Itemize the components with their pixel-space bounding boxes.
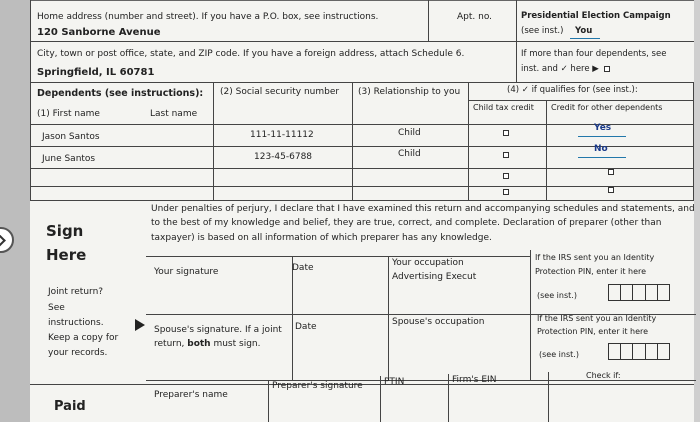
spouse-signature-field[interactable] — [150, 352, 288, 378]
instructions-text: instructions. — [48, 318, 104, 328]
ssn-column-header: (2) Social security number — [220, 87, 340, 97]
more-dependents-checkbox[interactable] — [604, 66, 610, 72]
rule — [468, 100, 694, 101]
dependent-ssn[interactable]: 111-11-11112 — [250, 130, 314, 140]
rule — [548, 372, 549, 422]
relationship-column-header: (3) Relationship to you — [358, 87, 461, 97]
dependent-ssn[interactable]: 123-45-6788 — [254, 152, 313, 162]
preparer-signature-label: Preparer's signature — [272, 381, 363, 391]
preparer-name-label: Preparer's name — [154, 390, 228, 400]
dependent-relationship[interactable]: Child — [398, 149, 421, 159]
dependent-relationship[interactable]: Child — [398, 128, 421, 138]
irs-pin-text-line2: Protection PIN, enter it here — [535, 267, 647, 276]
penalty-text-line2: to the best of my knowledge and belief, they are true, correct, and complete. Declaration of preparer (other than — [151, 218, 662, 228]
rule — [30, 0, 31, 200]
dependents-header: Dependents (see instructions): — [37, 88, 204, 99]
answer-underline — [570, 38, 600, 39]
background-edge — [0, 0, 30, 422]
irs-pin-text-line1: If the IRS sent you an Identity — [535, 253, 655, 262]
your-occupation-label: Your occupation — [392, 258, 464, 268]
spouse-identity-pin-input[interactable] — [608, 343, 670, 360]
date-field[interactable] — [296, 276, 384, 310]
campaign-title: Presidential Election Campaign — [521, 11, 671, 21]
your-signature-field[interactable] — [150, 280, 288, 310]
rule — [428, 0, 429, 41]
rule — [30, 200, 694, 201]
spouse-date-label: Date — [295, 322, 317, 332]
home-address-value[interactable]: 120 Sanborne Avenue — [37, 27, 161, 38]
rule — [388, 256, 389, 380]
child-tax-credit-checkbox[interactable] — [503, 173, 509, 179]
see-text: See — [48, 303, 65, 313]
other-dependents-answer[interactable]: No — [594, 144, 608, 154]
more-than-four-text: If more than four dependents, see — [521, 49, 667, 59]
rule — [292, 256, 293, 380]
spouse-irs-pin-see-inst: (see inst.) — [539, 350, 579, 359]
other-dependents-checkbox[interactable] — [608, 169, 614, 175]
first-name-header: (1) First name — [37, 109, 100, 119]
arrow-right-icon — [135, 319, 145, 331]
spouse-irs-pin-text-line1: If the IRS sent you an Identity — [537, 314, 657, 323]
here-title: Here — [46, 246, 87, 264]
your-records-text: your records. — [48, 348, 108, 358]
penalty-text-line1: Under penalties of perjury, I declare that I have examined this return and accompanying schedules and statements, and — [151, 204, 695, 214]
your-signature-label: Your signature — [154, 267, 219, 277]
spouse-irs-pin-text-line2: Protection PIN, enter it here — [537, 327, 649, 336]
rule — [268, 380, 269, 422]
home-address-label: Home address (number and street). If you have a P.O. box, see instructions. — [37, 12, 379, 22]
rule — [546, 100, 547, 200]
irs-pin-see-inst: (see inst.) — [537, 291, 577, 300]
date-label: Date — [292, 263, 314, 273]
answer-underline — [578, 157, 626, 158]
child-tax-credit-checkbox[interactable] — [503, 189, 509, 195]
top-rule — [30, 0, 694, 1]
child-tax-credit-checkbox[interactable] — [503, 152, 509, 158]
rule — [30, 168, 694, 169]
spouse-date-field[interactable] — [296, 336, 384, 376]
rule — [30, 82, 694, 83]
dependent-name[interactable]: Jason Santos — [42, 132, 100, 142]
campaign-see-inst: (see inst.) — [521, 26, 564, 36]
keep-copy-text: Keep a copy for — [48, 333, 119, 343]
other-dependents-answer[interactable]: Yes — [594, 123, 612, 133]
inst-here-text: inst. and ✓ here ▶ — [521, 64, 599, 74]
spouse-signature-note: return, both must sign. — [154, 339, 261, 349]
child-tax-credit-checkbox[interactable] — [503, 130, 509, 136]
rule — [448, 374, 449, 422]
rule — [146, 380, 696, 381]
city-value[interactable]: Springfield, IL 60781 — [37, 67, 155, 78]
ptin-label: PTIN — [384, 377, 405, 387]
spouse-signature-label: Spouse's signature. If a joint — [154, 325, 282, 335]
child-tax-credit-header: Child tax credit — [473, 103, 534, 112]
penalty-text-line3: taxpayer) is based on all information of which preparer has any knowledge. — [151, 233, 492, 243]
sign-title: Sign — [46, 222, 84, 240]
identity-pin-input[interactable] — [608, 284, 670, 301]
rule — [530, 250, 531, 380]
other-dependents-checkbox[interactable] — [608, 187, 614, 193]
apt-no-label: Apt. no. — [457, 12, 493, 22]
rule — [352, 82, 353, 200]
check-if-label: Check if: — [586, 371, 621, 380]
form-1040-page — [30, 0, 694, 422]
paid-title: Paid — [54, 399, 86, 414]
campaign-answer[interactable]: You — [575, 26, 593, 36]
other-dependents-header: Credit for other dependents — [551, 103, 663, 112]
rule — [516, 0, 517, 82]
rule — [213, 82, 214, 200]
qualifies-column-header: (4) ✓ if qualifies for (see inst.): — [507, 85, 638, 95]
spouse-occupation-label: Spouse's occupation — [392, 317, 485, 327]
firm-ein-label: Firm's EIN — [452, 375, 497, 385]
joint-return-text: Joint return? — [48, 287, 104, 297]
last-name-header: Last name — [150, 109, 198, 119]
rule — [30, 41, 694, 42]
city-label: City, town or post office, state, and ZIP code. If you have a foreign address, attach Schedule 6. — [37, 49, 465, 59]
rule — [146, 256, 530, 257]
dependent-name[interactable]: June Santos — [42, 154, 96, 164]
your-occupation-value[interactable]: Advertising Execut — [392, 272, 477, 282]
rule — [30, 186, 694, 187]
answer-underline — [578, 136, 626, 137]
spouse-occupation-field[interactable] — [392, 332, 526, 376]
rule — [380, 376, 381, 422]
